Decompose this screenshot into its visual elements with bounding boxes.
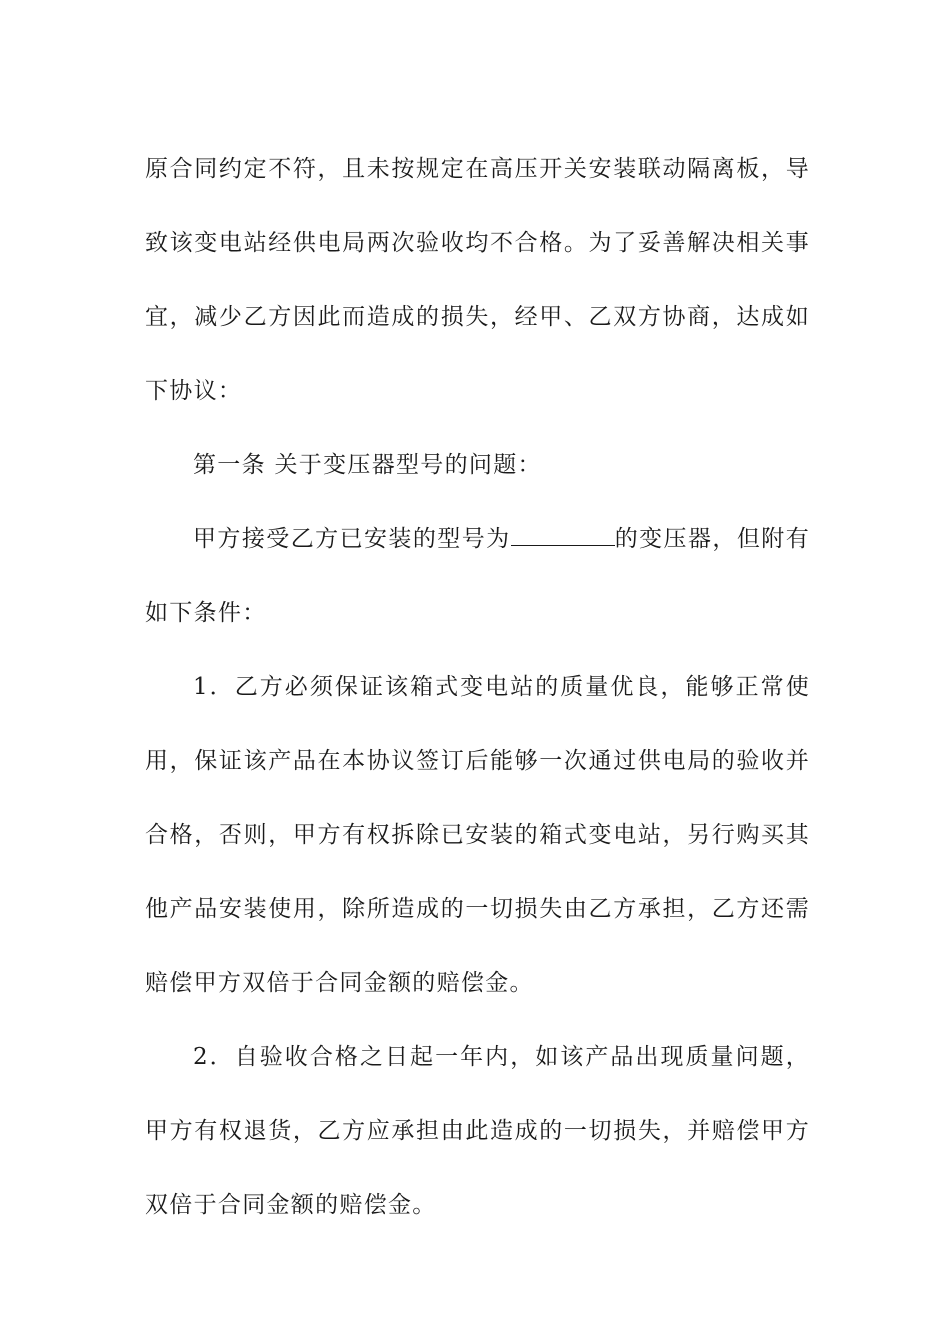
model-number-blank [511,523,615,546]
paragraph-intro: 原合同约定不符，且未按规定在高压开关安装联动隔离板，导致该变电站经供电局两次验收均不合格。为了妥善解决相关事宜，减少乙方因此而造成的损失，经甲、乙双方协商，达成如下协议： [145,156,810,404]
paragraph-transformer-model [145,502,810,650]
paragraph-condition-two: 2．自验收合格之日起一年内，如该产品出现质量问题，甲方有权退货，乙方应承担由此造成的一切损失，并赔偿甲方双倍于合同金额的赔偿金。 [145,1044,810,1218]
transformer-model-text-after: 的变压器，但附有如下条件： [145,526,811,626]
document-body [145,132,810,1242]
paragraph-article-one-heading: 第一条 关于变压器型号的问题： [193,452,542,478]
transformer-model-text-before: 甲方接受乙方已安装的型号为 [193,526,511,552]
paragraph-condition-one: 1．乙方必须保证该箱式变电站的质量优良，能够正常使用，保证该产品在本协议签订后能够一次通过供电局的验收并合格，否则，甲方有权拆除已安装的箱式变电站，另行购买其他产品安装使用，除所造成的一切损失由乙方承担，乙方还需赔偿甲方双倍于合同金额的赔偿金。 [145,674,810,996]
